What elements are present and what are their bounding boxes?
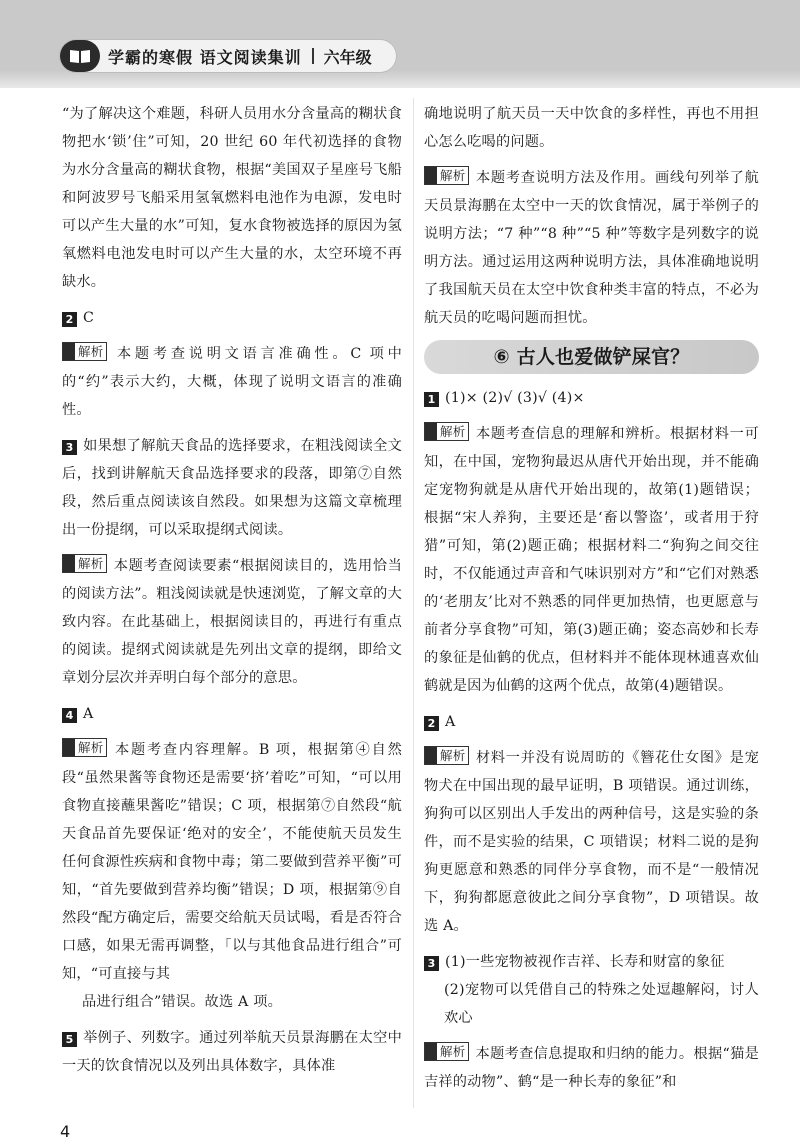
- analysis-label: 解析: [78, 740, 104, 755]
- answer-q2: [62, 304, 402, 332]
- left-column: [62, 100, 402, 1088]
- answer-text: A: [445, 714, 456, 730]
- paragraph: “为了解决这个难题，科研人员用水分含量高的糊状食物把水‘锁’住”可知，20 世纪 60 年代初选择的食物为水分含量高的糊状食物，根据“美国双子星座号飞船和阿波罗号飞船采用氢氧燃料电池作为电源，发电时可以产生大量的水”可知，复水食物被选择的原因为氢氧燃料电池发电时可以产生大量的水，太空环境不再缺水。: [62, 106, 402, 290]
- analysis-q4: [62, 736, 402, 988]
- analysis-tag: [62, 342, 107, 361]
- analysis-tag: [424, 746, 469, 765]
- analysis-text: 本题考查信息提取和归纳的能力。根据“猫是吉祥的动物”、鹤“是一种长寿的象征”和: [424, 1046, 759, 1090]
- question-number: 1: [424, 392, 439, 407]
- analysis-q1: [424, 420, 759, 700]
- analysis-label: 解析: [440, 1044, 466, 1059]
- answer-q2: [424, 708, 759, 736]
- analysis-label: 解析: [440, 168, 466, 183]
- column-divider: [413, 98, 414, 1108]
- question-number: 3: [62, 440, 77, 455]
- analysis-tag: [424, 422, 469, 441]
- answer-q4: [62, 700, 402, 728]
- analysis-q2: [62, 340, 402, 424]
- analysis-tag: [424, 1042, 469, 1061]
- analysis-icon: [63, 555, 75, 572]
- book-title: 学霸的寒假 语文阅读集训: [108, 47, 302, 67]
- analysis-tag: [62, 554, 107, 573]
- answer-text: C: [83, 310, 95, 326]
- question-number: 5: [62, 1032, 77, 1047]
- analysis-q4-tail: 品进行组合”错误。故选 A 项。: [82, 994, 282, 1010]
- analysis-text: 本题考查信息的理解和辨析。根据材料一可知，在中国，宠物狗最迟从唐代开始出现，并不能确定宠物狗就是从唐代开始出现的，故第(1)题错误；根据“宋人养狗，主要还是‘畜以警盗’，或者用于狩猎”可知，第(2)题正确；根据材料二“狗狗之间交往时，不仅能通过声音和气味识别对方”和“它们对熟悉的‘老朋友’比对不熟悉的同伴更加热情，也更愿意与前者分享食物”可知，第(3)题正确；姿态高妙和长寿的象征是仙鹤的优点，但材料并不能体现林逋喜欢仙鹤就是因为仙鹤的这两个优点，故第(4)题错误。: [424, 426, 759, 694]
- analysis-icon: [425, 423, 437, 440]
- page-number: 4: [60, 1122, 71, 1141]
- analysis-icon: [63, 739, 75, 756]
- analysis-text: 本题考查说明方法及作用。画线句列举了航天员景海鹏在太空中一天的饮食情况，属于举例子的说明方法；“7 种”“8 种”“5 种”等数字是列数字的说明方法。通过运用这两种说明方法，具体准确地说明了我国航天员在太空中饮食种类丰富的特点，不必为航天员的吃喝问题而担忧。: [424, 170, 759, 326]
- header-shadow: [0, 70, 800, 88]
- section-title: ⑥ 古人也爱做铲屎官？: [424, 340, 759, 374]
- right-column: [424, 100, 759, 1104]
- analysis-q3: [424, 1040, 759, 1096]
- answer-q5: [62, 1024, 402, 1080]
- answer-text: (1)一些宠物被视作吉祥、长寿和财富的象征: [445, 954, 725, 970]
- analysis-q2: [424, 744, 759, 940]
- analysis-icon: [425, 747, 437, 764]
- analysis-icon: [425, 167, 437, 184]
- analysis-text: 本题考查阅读要素“根据阅读目的，选用恰当的阅读方法”。粗浅阅读就是快速浏览，了解文章的大致内容。在此基础上，根据阅读目的，再进行有重点的阅读。提纲式阅读就是先列出文章的提纲，即给文章划分层次并弄明白每个部分的意思。: [62, 558, 402, 686]
- header-banner: [60, 40, 396, 72]
- answer-text: A: [83, 706, 94, 722]
- answer-text: 如果想了解航天食品的选择要求，在粗浅阅读全文后，找到讲解航天食品选择要求的段落，即第⑦自然段，然后重点阅读该自然段。如果想为这篇文章梳理出一份提纲，可以采取提纲式阅读。: [62, 438, 402, 538]
- answer-q1: [424, 384, 759, 412]
- answer-q3: [62, 432, 402, 544]
- answer-q3: [424, 948, 759, 976]
- analysis-q5: [424, 164, 759, 332]
- answer-q3-part2: (2)宠物可以凭借自己的特殊之处逗趣解闷，讨人欢心: [444, 982, 759, 1026]
- answer-text: 举例子、列数字。通过列举航天员景海鹏在太空中一天的饮食情况以及列出具体数字，具体准: [62, 1030, 402, 1074]
- analysis-tag: [62, 738, 107, 757]
- analysis-icon: [63, 343, 75, 360]
- header-separator: [312, 48, 314, 64]
- question-number: 2: [424, 716, 439, 731]
- analysis-text: 材料一并没有说周昉的《簪花仕女图》是宠物犬在中国出现的最早证明，B 项错误。通过训练，狗狗可以区别出人手发出的两种信号，这是实验的条件，而不是实验的结果，C 项错误；材料二说的是狗狗更愿意和熟悉的同伴分享食物，而不是“一般情况下，狗狗都愿意彼此之间分享食物”，D 项错误。故选 A。: [424, 750, 759, 934]
- analysis-label: 解析: [440, 424, 466, 439]
- book-icon: [60, 40, 100, 72]
- question-number: 2: [62, 312, 77, 327]
- question-number: 3: [424, 956, 439, 971]
- question-number: 4: [62, 708, 77, 723]
- analysis-tag: [424, 166, 469, 185]
- analysis-label: 解析: [78, 556, 104, 571]
- analysis-q3: [62, 552, 402, 692]
- analysis-icon: [425, 1043, 437, 1060]
- analysis-label: 解析: [78, 344, 104, 359]
- analysis-text: 本题考查说明文语言准确性。C 项中的“约”表示大约，大概，体现了说明文语言的准确性。: [62, 346, 402, 418]
- answer-text: (1)× (2)√ (3)√ (4)×: [445, 390, 585, 406]
- analysis-text: 本题考查内容理解。B 项，根据第④自然段“虽然果酱等食物还是需要‘挤’着吃”可知，“可以用食物直接蘸果酱吃”错误；C 项，根据第⑦自然段“航天食品首先要保证‘绝对的安全’，不能使航天员发生任何食源性疾病和食物中毒；第二要做到营养平衡”可知，“首先要做到营养均衡”错误；D 项，根据第⑨自然段“配方确定后，需要交给航天员试喝，看是否符合口感，如果无需再调整，「以与其他食品进行组合”可知，“可直接与其: [62, 742, 402, 982]
- analysis-label: 解析: [440, 748, 466, 763]
- paragraph: 确地说明了航天员一天中饮食的多样性，再也不用担心怎么吃喝的问题。: [424, 106, 759, 150]
- grade-label: 六年级: [323, 47, 372, 67]
